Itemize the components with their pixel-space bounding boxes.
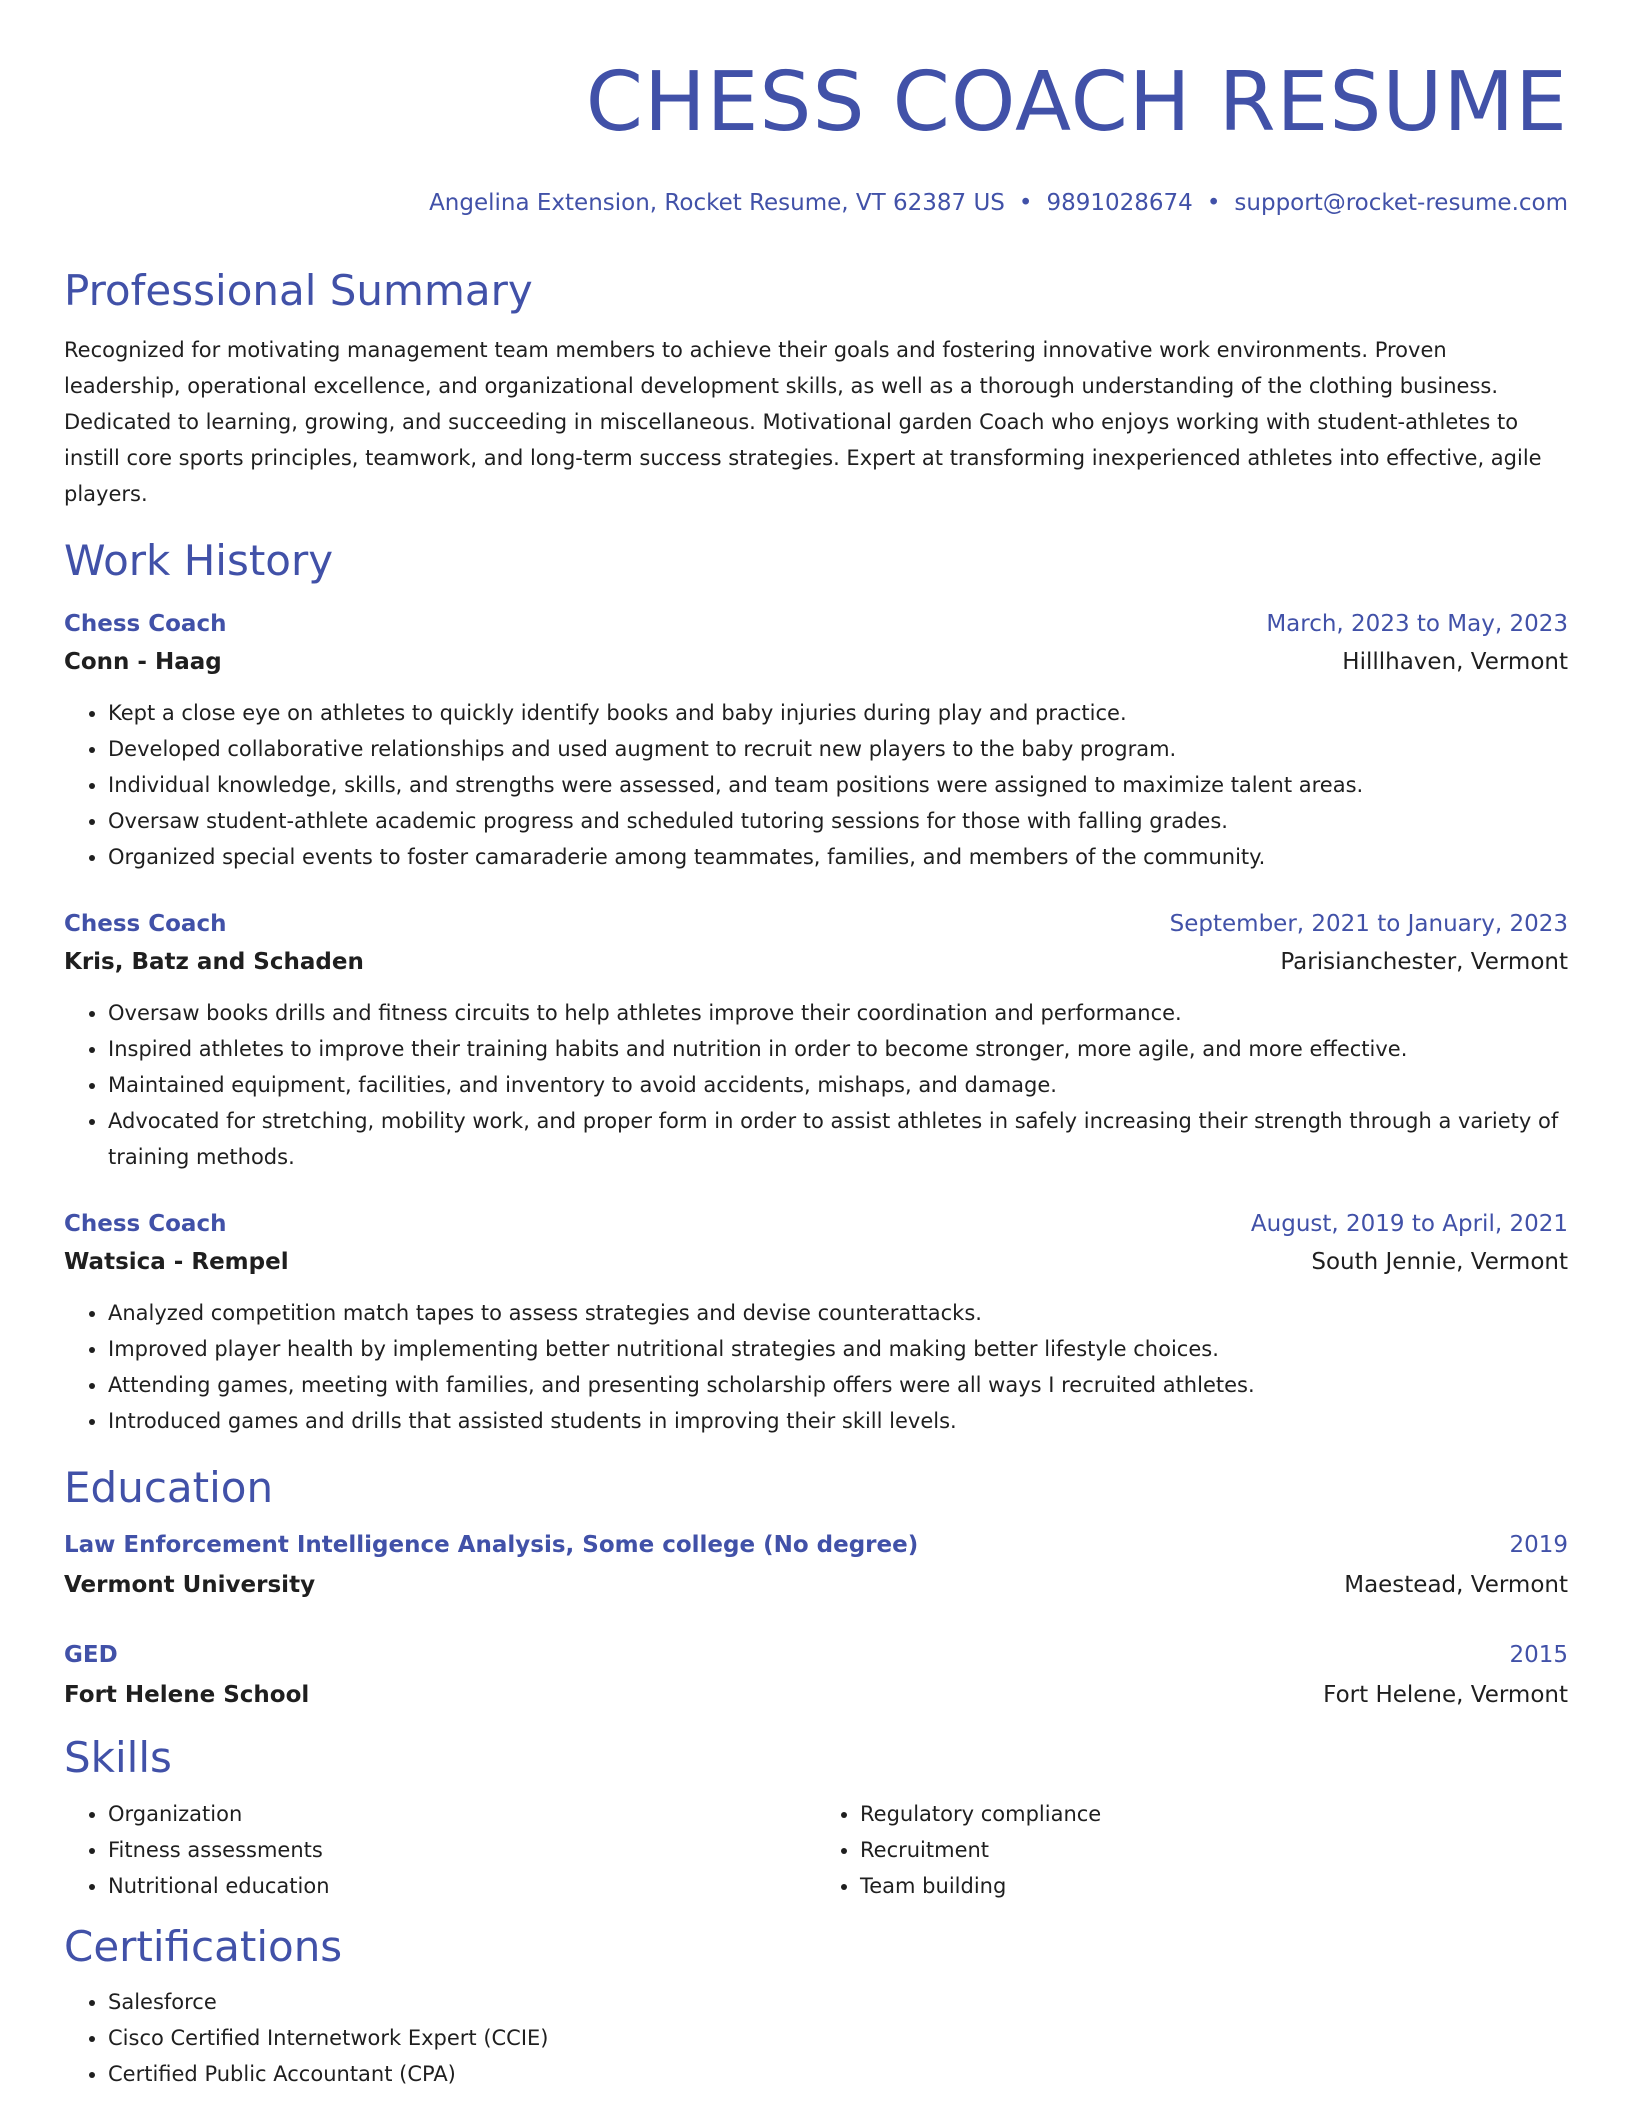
job-dates: September, 2021 to January, 2023 — [1169, 910, 1568, 937]
skill-item: • Organization — [108, 1796, 816, 1832]
contact-address: Angelina Extension, Rocket Resume, VT 62387 US — [429, 190, 1005, 216]
job-company-row — [64, 643, 1568, 681]
education-header-row — [64, 1525, 1568, 1565]
job-bullet: • Organized special events to foster camaraderie among teammates, families, and members of the community. — [108, 839, 1568, 875]
job-company-row — [64, 943, 1568, 981]
summary-heading: Professional Summary — [64, 266, 533, 315]
job-bullet: • Improved player health by implementing better nutritional strategies and making better lifestyle choices. — [108, 1331, 1568, 1367]
job-bullet: • Analyzed competition match tapes to assess strategies and devise counterattacks. — [108, 1295, 1568, 1331]
education-school-row — [64, 1675, 1568, 1715]
job-header-row — [64, 605, 1568, 643]
job-bullet: • Individual knowledge, skills, and strengths were assessed, and team positions were assigned to maximize talent areas. — [108, 767, 1568, 803]
education-header-row — [64, 1635, 1568, 1675]
skill-item: • Recruitment — [860, 1832, 1568, 1868]
resume-title: CHESS COACH RESUME — [585, 55, 1568, 150]
education-heading: Education — [64, 1462, 274, 1512]
education-location: Maestead, Vermont — [1344, 1572, 1568, 1599]
contact-line — [64, 188, 1568, 218]
job-bullet: • Inspired athletes to improve their training habits and nutrition in order to become stronger, more agile, and more effective. — [108, 1031, 1568, 1067]
education-year: 2015 — [1509, 1642, 1568, 1669]
work-history-heading: Work History — [64, 536, 334, 586]
education-school-row — [64, 1565, 1568, 1605]
education-school: Fort Helene School — [64, 1682, 310, 1709]
job-bullet: • Attending games, meeting with families, and presenting scholarship offers were all ways I recruited athletes. — [108, 1367, 1568, 1403]
job-dates: March, 2023 to May, 2023 — [1266, 610, 1568, 637]
certifications-list — [64, 1984, 1568, 2092]
skills-column-right — [816, 1796, 1568, 1904]
contact-separator: • — [1018, 190, 1033, 216]
education-school: Vermont University — [64, 1572, 316, 1599]
summary-text: Recognized for motivating management team members to achieve their goals and fostering innovative work environments. Proven leadership, operational excellence, and organizational development skills, as well as a thorough understanding of the clothing business. Dedicated to learning, growing, and succeeding in miscellaneous. Motivational garden Coach who enjoys working with student-athletes to instill core sports principles, teamwork, and long-term success strategies. Expert at transforming inexperienced athletes into effective, agile players. — [64, 338, 1542, 507]
job-bullet: • Introduced games and drills that assisted students in improving their skill levels. — [108, 1403, 1568, 1439]
job-location: Parisianchester, Vermont — [1280, 948, 1568, 975]
skills-heading: Skills — [64, 1733, 172, 1783]
job-role: Chess Coach — [64, 610, 227, 637]
job-company: Watsica - Rempel — [64, 1248, 289, 1275]
skills-list — [64, 1796, 1568, 1904]
job-header-row — [64, 905, 1568, 943]
job-company-row — [64, 1243, 1568, 1281]
education-year: 2019 — [1509, 1532, 1568, 1559]
certification-item: • Cisco Certified Internetwork Expert (CCIE) — [108, 2020, 1568, 2056]
contact-separator: • — [1206, 190, 1221, 216]
job-bullets — [64, 695, 1568, 875]
education-location: Fort Helene, Vermont — [1323, 1682, 1568, 1709]
job-entry — [64, 1205, 1568, 1439]
certification-item: • Salesforce — [108, 1984, 1568, 2020]
job-location: Hilllhaven, Vermont — [1342, 648, 1568, 675]
job-role: Chess Coach — [64, 1210, 227, 1237]
job-bullet: • Kept a close eye on athletes to quickly identify books and baby injuries during play and practice. — [108, 695, 1568, 731]
job-bullet: • Developed collaborative relationships and used augment to recruit new players to the baby program. — [108, 731, 1568, 767]
job-company: Kris, Batz and Schaden — [64, 948, 364, 975]
certifications-heading: Certifications — [64, 1921, 343, 1971]
skill-item: • Regulatory compliance — [860, 1796, 1568, 1832]
job-bullets — [64, 1295, 1568, 1439]
certification-item: • Certified Public Accountant (CPA) — [108, 2056, 1568, 2092]
job-bullet: • Advocated for stretching, mobility work, and proper form in order to assist athletes in safely increasing their strength through a variety of training methods. — [108, 1103, 1568, 1175]
skill-item: • Fitness assessments — [108, 1832, 816, 1868]
education-entry — [64, 1635, 1568, 1715]
job-location: South Jennie, Vermont — [1311, 1248, 1568, 1275]
job-entry — [64, 905, 1568, 1175]
skill-item: • Nutritional education — [108, 1868, 816, 1904]
job-company: Conn - Haag — [64, 648, 222, 675]
contact-email[interactable]: support@rocket-resume.com — [1234, 190, 1568, 216]
education-degree: GED — [64, 1642, 118, 1669]
job-entry — [64, 605, 1568, 875]
job-header-row — [64, 1205, 1568, 1243]
skills-column-left — [64, 1796, 816, 1904]
education-degree: Law Enforcement Intelligence Analysis, Some college (No degree) — [64, 1532, 919, 1559]
job-bullet: • Maintained equipment, facilities, and inventory to avoid accidents, mishaps, and damage. — [108, 1067, 1568, 1103]
job-bullets — [64, 995, 1568, 1175]
contact-phone: 9891028674 — [1046, 190, 1193, 216]
skill-item: • Team building — [860, 1868, 1568, 1904]
job-role: Chess Coach — [64, 910, 227, 937]
job-dates: August, 2019 to April, 2021 — [1250, 1210, 1568, 1237]
job-bullet: • Oversaw books drills and fitness circuits to help athletes improve their coordination and performance. — [108, 995, 1568, 1031]
job-bullet: • Oversaw student-athlete academic progress and scheduled tutoring sessions for those with falling grades. — [108, 803, 1568, 839]
education-entry — [64, 1525, 1568, 1605]
